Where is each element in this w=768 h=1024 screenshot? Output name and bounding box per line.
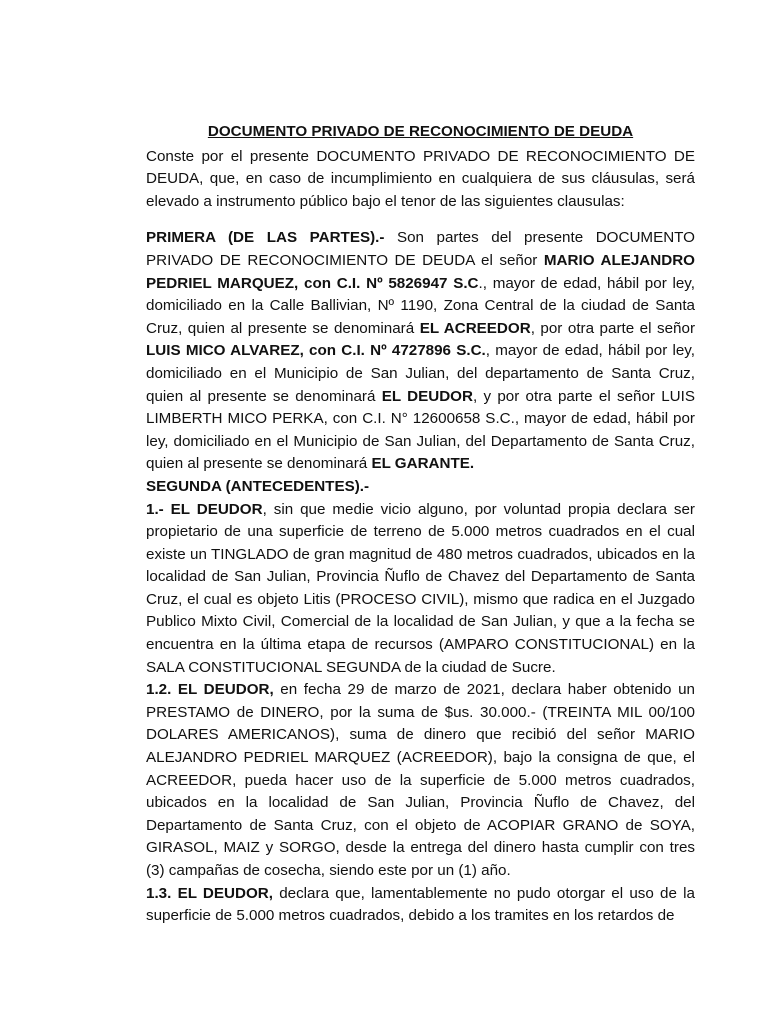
document-body [146, 121, 695, 928]
party-acreedor-name: MARIO ALEJANDRO PEDRIEL MARQUEZ, con C.I. Nº 5826947 S.C [146, 251, 695, 292]
intro-text: Conste por el presente DOCUMENTO PRIVADO DE RECONOCIMIENTO DE DEUDA, que, en caso de incumplimiento en cualquiera de sus cláusulas, será elevado a instrumento público bajo el tenor de las siguientes clausulas: [146, 147, 695, 210]
intro-paragraph [146, 146, 695, 214]
antecedente-1-2 [146, 679, 695, 882]
antecedente-1-2-text: en fecha 29 de marzo de 2021, declara haber obtenido un PRESTAMO de DINERO, por la suma de $us. 30.000.- (TREINTA MIL 00/100 DOLARES AMERICANOS), suma de dinero que recibió del señor MARIO ALEJANDRO PEDRIEL MARQUEZ (ACREEDOR), bajo la consigna de que, el ACREEDOR, pueda hacer uso de la superficie de 5.000 metros cuadrados, ubicados en la localidad de San Julian, Provincia Ñuflo de Chavez, del Departamento de Santa Cruz, con el objeto de ACOPIAR GRANO de SOYA, GIRASOL, MAIZ y SORGO, desde la entrega del dinero hasta cumplir con tres (3) campañas de cosecha, siendo este por un (1) año. [146, 681, 695, 879]
antecedente-1-text: , sin que medie vicio alguno, por voluntad propia declara ser propietario de una superficie de terreno de 5.000 metros cuadrados en el cual existe un TINGLADO de gran magnitud de 480 metros cuadrados, ubicados en la localidad de San Julian, Provincia Ñuflo de Chavez del Departamento de Santa Cruz, el cual es objeto Litis (PROCESO CIVIL), mismo que radica en el Juzgado Publico Mixto Civil, Comercial de la localidad de San Julian, y que a la fecha se encuentra en la última etapa de recursos (AMPARO CONSTITUCIONAL) en la SALA CONSTITUCIONAL SEGUNDA de la ciudad de Sucre. [146, 500, 695, 676]
antecedente-1-2-label: 1.2. EL DEUDOR, [146, 681, 274, 699]
antecedente-1-3-text: declara que, lamentablemente no pudo otorgar el uso de la superficie de 5.000 metros cuadrados, debido a los tramites en los retardos de [146, 884, 695, 925]
clause-text: , y por otra parte el señor LUIS LIMBERTH MICO PERKA, con C.I. N° 12600658 S.C., mayor de edad, hábil por ley, domiciliado en el Municipio de San Julian, del Departamento de Santa Cruz, quien al presente se denominará [146, 387, 696, 473]
role-deudor: EL DEUDOR [381, 387, 473, 405]
antecedente-1-3 [146, 883, 695, 928]
clause-primera-heading: PRIMERA (DE LAS PARTES).- [146, 229, 385, 247]
role-acreedor: EL ACREEDOR [419, 319, 531, 337]
clause-segunda-heading [146, 476, 695, 499]
clause-text: Son partes del presente DOCUMENTO PRIVADO DE RECONOCIMIENTO DE DEUDA el señor [146, 229, 695, 269]
clause-text: , mayor de edad, hábil por ley, domiciliado en el Municipio de San Julian, del departamento de Santa Cruz, quien al presente se denominará [146, 342, 695, 405]
document-title: DOCUMENTO PRIVADO DE RECONOCIMIENTO DE DEUDA [207, 123, 634, 140]
clause-text: ., mayor de edad, hábil por ley, domiciliado en la Calle Ballivian, Nº 1190, Zona Central de la ciudad de Santa Cruz, quien al presente se denominará [146, 274, 695, 337]
antecedente-1-label: 1.- EL DEUDOR [146, 500, 263, 518]
role-garante: EL GARANTE. [371, 455, 475, 473]
antecedente-1-3-label: 1.3. EL DEUDOR, [146, 884, 273, 902]
clause-segunda-title: SEGUNDA (ANTECEDENTES).- [146, 477, 370, 495]
party-deudor-name: LUIS MICO ALVAREZ, con C.I. Nº 4727896 S.C. [146, 342, 486, 360]
clause-primera [146, 227, 695, 476]
clause-text: , por otra parte el señor [530, 319, 696, 337]
antecedente-1 [146, 499, 695, 680]
